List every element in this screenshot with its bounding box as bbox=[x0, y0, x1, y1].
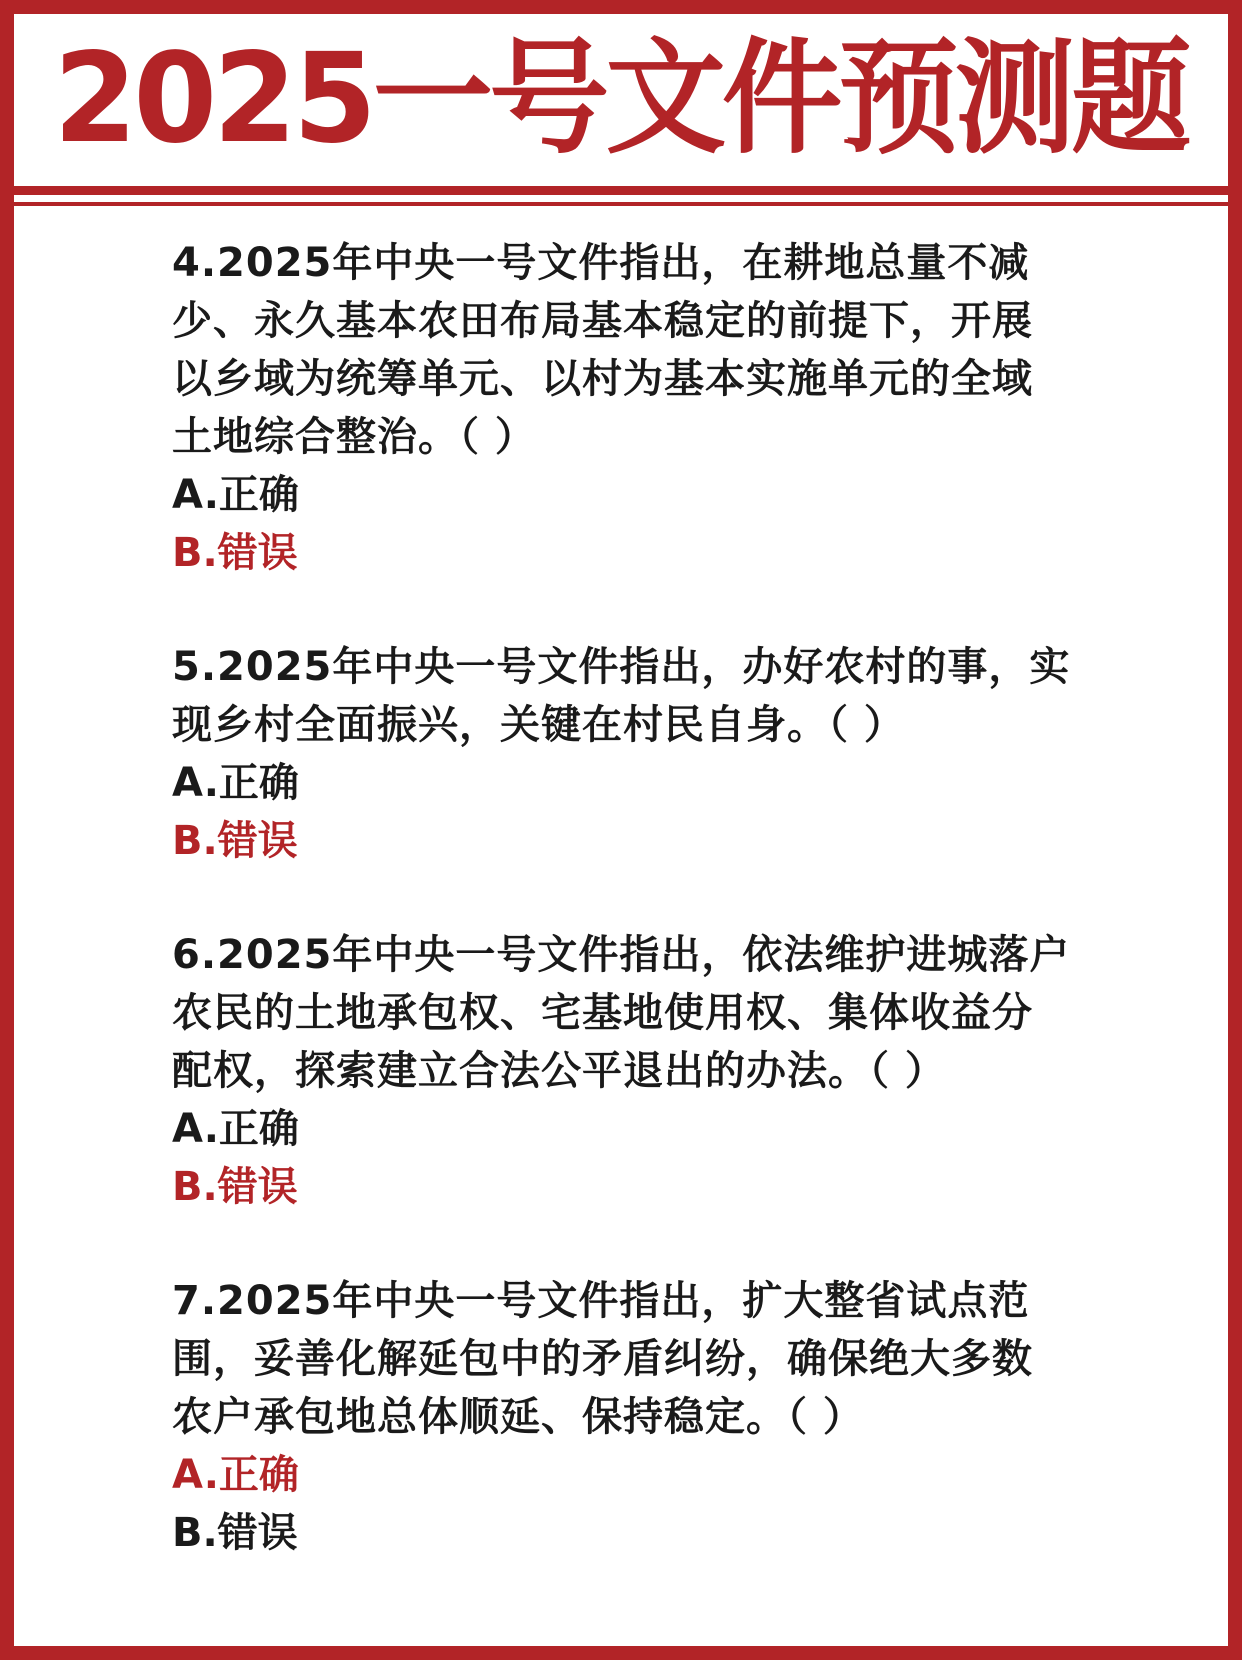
page-title: 2025一号文件预测题 bbox=[53, 27, 1189, 171]
question-text: 6.2025年中央一号文件指出，依法维护进城落户农民的土地承包权、宅基地使用权、集体收益分配权，探索建立合法公平退出的办法。（ ） bbox=[172, 932, 1071, 1094]
option-b-answer: B.错误 bbox=[172, 530, 298, 576]
header-divider-thick bbox=[14, 186, 1228, 195]
option-b-answer: B.错误 bbox=[172, 1164, 298, 1210]
question-text: 4.2025年中央一号文件指出，在耕地总量不减少、永久基本农田布局基本稳定的前提下，开展以乡域为统筹单元、以村为基本实施单元的全域土地综合整治。（ ） bbox=[172, 240, 1033, 460]
option-a: A.正确 bbox=[172, 1106, 299, 1152]
question-4 bbox=[172, 234, 1072, 582]
option-b-answer: B.错误 bbox=[172, 818, 298, 864]
question-text: 7.2025年中央一号文件指出，扩大整省试点范围，妥善化解延包中的矛盾纠纷，确保绝大多数农户承包地总体顺延、保持稳定。（ ） bbox=[172, 1278, 1033, 1440]
question-6 bbox=[172, 926, 1072, 1216]
option-a-answer: A.正确 bbox=[172, 1452, 299, 1498]
option-a: A.正确 bbox=[172, 760, 299, 806]
question-7 bbox=[172, 1272, 1072, 1562]
question-text: 5.2025年中央一号文件指出，办好农村的事，实现乡村全面振兴，关键在村民自身。（ ） bbox=[172, 644, 1071, 748]
header bbox=[14, 14, 1228, 184]
option-a: A.正确 bbox=[172, 472, 299, 518]
question-list bbox=[172, 234, 1072, 1618]
option-b: B.错误 bbox=[172, 1510, 298, 1556]
question-5 bbox=[172, 638, 1072, 870]
header-divider-thin bbox=[14, 202, 1228, 206]
